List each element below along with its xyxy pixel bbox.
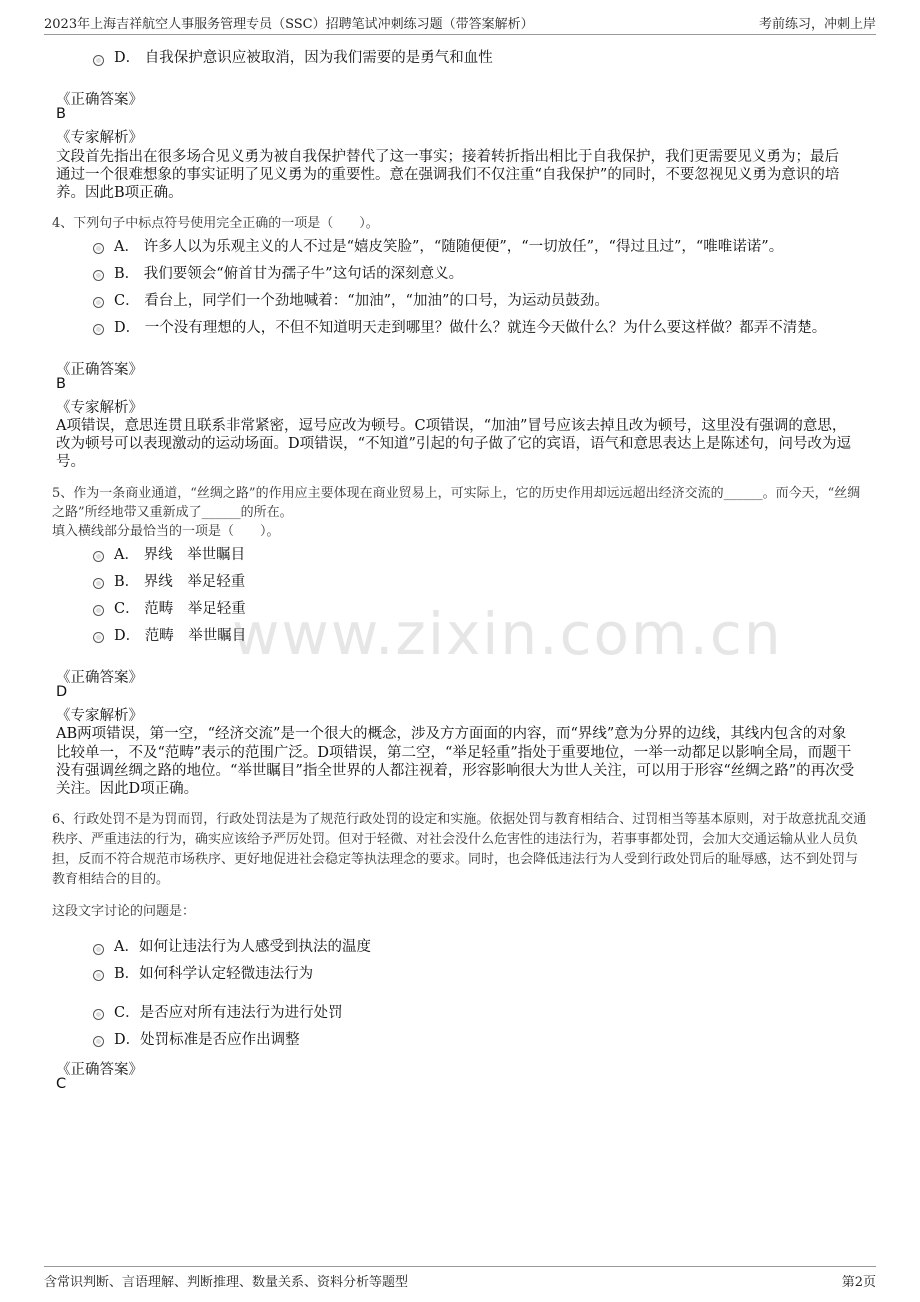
- answer-value: D: [56, 684, 68, 700]
- q6-option-a[interactable]: A．如何让违法行为人感受到执法的温度: [114, 939, 371, 955]
- footer-divider: [44, 1266, 876, 1267]
- radio-icon[interactable]: [93, 970, 104, 981]
- radio-icon[interactable]: [93, 324, 104, 335]
- q5-option-a[interactable]: A． 界线 举世瞩目: [114, 547, 246, 563]
- q4-option-b[interactable]: B． 我们要领会“俯首甘为孺子牛”这句话的深刻意义。: [114, 266, 464, 282]
- radio-icon[interactable]: [93, 578, 104, 589]
- question-5-stem: 之路”所经地带又重新成了______的所在。: [52, 505, 293, 520]
- radio-icon[interactable]: [93, 1036, 104, 1047]
- answer-value: C: [56, 1076, 67, 1092]
- q5-option-d[interactable]: D． 范畴 举世瞩目: [114, 628, 247, 644]
- analysis-line: 比较单一，不及“范畴”表示的范围广泛。D项错误，第二空，“举足轻重”指处于重要地位，一举一动都足以影响全局，而题干: [56, 745, 852, 761]
- page-number: [842, 1271, 876, 1290]
- radio-icon[interactable]: [93, 270, 104, 281]
- radio-icon[interactable]: [93, 944, 104, 955]
- radio-icon[interactable]: [93, 55, 104, 66]
- answer-value: B: [56, 106, 66, 122]
- question-5-prompt: 填入横线部分最恰当的一项是（ ）。: [52, 524, 280, 539]
- q6-option-d[interactable]: D．处罚标准是否应作出调整: [114, 1032, 300, 1048]
- question-6-passage: 秩序、严重违法的行为，确实应该给予严厉处罚。但对于轻微、对社会没什么危害性的违法行为，若事事都处罚，会加大交通运输从业人员负: [52, 832, 859, 847]
- analysis-line: 关注。因此D项正确。: [56, 781, 199, 797]
- answer-label: 《正确答案》: [56, 1062, 143, 1078]
- analysis-label: 《专家解析》: [56, 708, 143, 724]
- page-prefix: 第: [841, 1275, 855, 1290]
- watermark: www.zixin.com.cn: [232, 600, 783, 668]
- radio-icon[interactable]: [93, 551, 104, 562]
- analysis-label: 《专家解析》: [56, 130, 143, 146]
- radio-icon[interactable]: [93, 297, 104, 308]
- question-6-passage: 6、行政处罚不是为罚而罚，行政处罚法是为了规范行政处罚的设定和实施。依据处罚与教育相结合、过罚相当等基本原则，对于故意扰乱交通: [52, 812, 867, 827]
- header-slogan: 考前练习，冲刺上岸: [758, 17, 876, 32]
- answer-label: 《正确答案》: [56, 670, 143, 686]
- q4-option-a[interactable]: A． 许多人以为乐观主义的人不过是“嬉皮笑脸”，“随随便便”，“一切放任”，“得过且过”，“唯唯诺诺”。: [114, 239, 784, 255]
- radio-icon[interactable]: [93, 605, 104, 616]
- page-number-value: 2: [854, 1275, 863, 1290]
- footer-categories: 含常识判断、言语理解、判断推理、数量关系、资料分析等题型: [44, 1275, 409, 1290]
- analysis-label: 《专家解析》: [56, 400, 143, 416]
- q4-option-c[interactable]: C． 看台上，同学们一个劲地喊着：“加油”，“加油”的口号，为运动员鼓劲。: [114, 293, 609, 309]
- q5-option-c[interactable]: C． 范畴 举足轻重: [114, 601, 246, 617]
- analysis-line: AB两项错误，第一空，“经济交流”是一个很大的概念，涉及方方面面的内容，而“界线”意为分界的边线，其线内包含的对象: [56, 726, 847, 742]
- analysis-line: 文段首先指出在很多场合见义勇为被自我保护替代了这一事实；接着转折指出相比于自我保护，我们更需要见义勇为；最后: [56, 149, 839, 165]
- q6-option-b[interactable]: B．如何科学认定轻微违法行为: [114, 966, 314, 982]
- header-divider: [44, 34, 876, 35]
- option-d[interactable]: D． 自我保护意识应被取消，因为我们需要的是勇气和血性: [114, 50, 493, 66]
- radio-icon[interactable]: [93, 1009, 104, 1020]
- q6-option-c[interactable]: C．是否应对所有违法行为进行处罚: [114, 1005, 343, 1021]
- question-4-stem: 4、下列句子中标点符号使用完全正确的一项是（ ）。: [52, 216, 379, 231]
- question-6-prompt: 这段文字讨论的问题是：: [52, 904, 196, 919]
- question-6-passage: 教育相结合的目的。: [52, 872, 170, 887]
- analysis-line: 没有强调丝绸之路的地位。“举世瞩目”指全世界的人都注视着，形容影响很大为世人关注，可以用于形容“丝绸之路”的再次受: [56, 763, 855, 779]
- document-title: 2023年上海吉祥航空人事服务管理专员（SSC）招聘笔试冲刺练习题（带答案解析）: [44, 17, 534, 32]
- answer-label: 《正确答案》: [56, 92, 143, 108]
- radio-icon[interactable]: [93, 632, 104, 643]
- analysis-line: 通过一个很难想象的事实证明了见义勇为的重要性。意在强调我们不仅注重“自我保护”的同时，不要忽视见义勇为意识的培: [56, 167, 840, 183]
- question-6-passage: 担，反而不符合规范市场秩序、更好地促进社会稳定等执法理念的要求。同时，也会降低违法行为人受到行政处罚后的耻辱感，达不到处罚与: [52, 852, 859, 867]
- answer-label: 《正确答案》: [56, 362, 143, 378]
- analysis-line: A项错误，意思连贯且联系非常紧密，逗号应改为顿号。C项错误，“加油”冒号应该去掉且改为顿号，这里没有强调的意思，: [56, 418, 847, 434]
- radio-icon[interactable]: [93, 243, 104, 254]
- q5-option-b[interactable]: B． 界线 举足轻重: [114, 574, 246, 590]
- question-5-stem: 5、作为一条商业通道，“丝绸之路”的作用应主要体现在商业贸易上，可实际上，它的历史作用却远远超出经济交流的______。而今天，“丝绸: [52, 486, 861, 501]
- answer-value: B: [56, 376, 66, 392]
- analysis-line: 养。因此B项正确。: [56, 185, 183, 201]
- q4-option-d[interactable]: D． 一个没有理想的人，不但不知道明天走到哪里？做什么？就连今天做什么？为什么要这样做？都弄不清楚。: [114, 320, 827, 336]
- page-suffix: 页: [862, 1275, 876, 1290]
- analysis-line: 号。: [56, 454, 85, 470]
- analysis-line: 改为顿号可以表现激动的运动场面。D项错误，“不知道”引起的句子做了它的宾语，语气和意思表达上是陈述句，问号改为逗: [56, 436, 851, 452]
